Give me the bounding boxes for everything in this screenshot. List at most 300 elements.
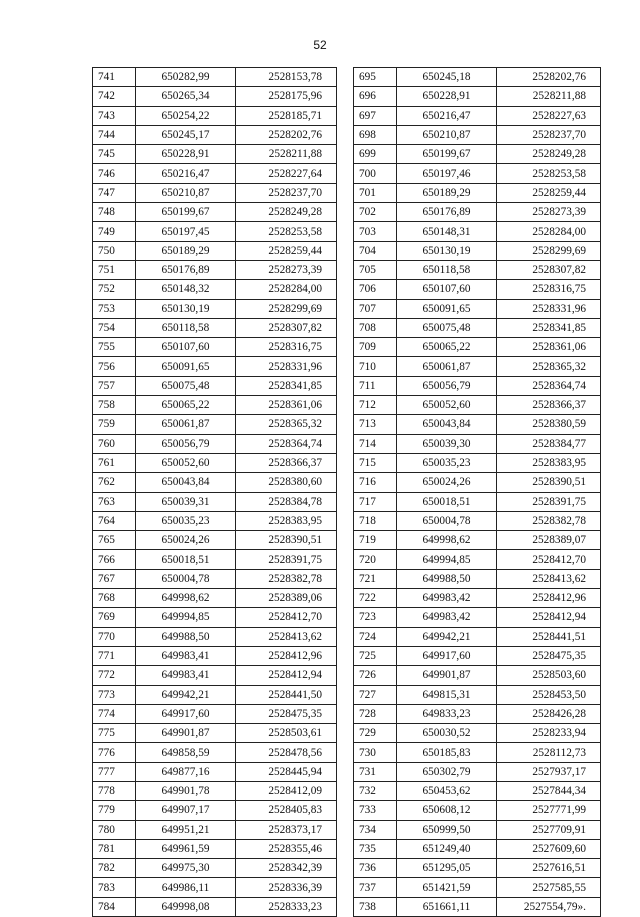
table-row: [93, 280, 337, 299]
x-coordinate-cell: 650199,67: [136, 203, 236, 222]
page-number: 52: [313, 38, 327, 52]
table-row: [354, 820, 601, 839]
x-coordinate-cell: 650118,58: [136, 318, 236, 337]
y-coordinate-cell: 2528390,51: [236, 531, 337, 550]
x-coordinate-cell: 650052,60: [397, 396, 497, 415]
table-row: [354, 164, 601, 183]
x-coordinate-cell: 650197,45: [136, 222, 236, 241]
x-coordinate-cell: 650216,47: [136, 164, 236, 183]
y-coordinate-cell: 2528413,62: [236, 627, 337, 646]
coordinates-table-right: [353, 67, 601, 917]
table-row: [354, 68, 601, 87]
y-coordinate-cell: 2528382,78: [497, 511, 601, 530]
point-number-cell: 751: [93, 260, 136, 279]
point-number-cell: 718: [354, 511, 397, 530]
y-coordinate-cell: 2528475,35: [497, 646, 601, 665]
point-number-cell: 765: [93, 531, 136, 550]
point-number-cell: 716: [354, 473, 397, 492]
x-coordinate-cell: 650004,78: [397, 511, 497, 530]
table-row: [93, 531, 337, 550]
point-number-cell: 725: [354, 646, 397, 665]
y-coordinate-cell: 2528237,70: [497, 125, 601, 144]
point-number-cell: 717: [354, 492, 397, 511]
x-coordinate-cell: 650302,79: [397, 762, 497, 781]
y-coordinate-cell: 2528412,94: [236, 666, 337, 685]
y-coordinate-cell: 2528383,95: [236, 511, 337, 530]
x-coordinate-cell: 650039,31: [136, 492, 236, 511]
x-coordinate-cell: 649983,42: [397, 608, 497, 627]
table-row: [354, 106, 601, 125]
y-coordinate-cell: 2527609,60: [497, 839, 601, 858]
point-number-cell: 737: [354, 878, 397, 897]
x-coordinate-cell: 650999,50: [397, 820, 497, 839]
point-number-cell: 698: [354, 125, 397, 144]
x-coordinate-cell: 650245,17: [136, 125, 236, 144]
y-coordinate-cell: 2528341,85: [236, 376, 337, 395]
table-row: [93, 820, 337, 839]
table-row: [354, 357, 601, 376]
y-coordinate-cell: 2527616,51: [497, 859, 601, 878]
x-coordinate-cell: 649998,62: [397, 531, 497, 550]
point-number-cell: 710: [354, 357, 397, 376]
table-row: [354, 183, 601, 202]
y-coordinate-cell: 2528227,63: [497, 106, 601, 125]
y-coordinate-cell: 2528380,59: [497, 415, 601, 434]
y-coordinate-cell: 2528441,50: [236, 685, 337, 704]
y-coordinate-cell: 2528307,82: [236, 318, 337, 337]
table-row: [354, 453, 601, 472]
table-row: [354, 897, 601, 916]
point-number-cell: 755: [93, 338, 136, 357]
y-coordinate-cell: 2528373,17: [236, 820, 337, 839]
y-coordinate-cell: 2528341,85: [497, 318, 601, 337]
table-row: [93, 415, 337, 434]
table-row: [93, 627, 337, 646]
y-coordinate-cell: 2528383,95: [497, 453, 601, 472]
y-coordinate-cell: 2528366,37: [236, 453, 337, 472]
table-row: [93, 646, 337, 665]
table-row: [93, 608, 337, 627]
x-coordinate-cell: 649942,21: [397, 627, 497, 646]
table-row: [354, 318, 601, 337]
x-coordinate-cell: 650018,51: [397, 492, 497, 511]
y-coordinate-cell: 2528342,39: [236, 859, 337, 878]
x-coordinate-cell: 650056,79: [136, 434, 236, 453]
coordinates-table-left: [92, 67, 337, 917]
table-row: [354, 781, 601, 800]
point-number-cell: 752: [93, 280, 136, 299]
y-coordinate-cell: 2528453,50: [497, 685, 601, 704]
x-coordinate-cell: 650118,58: [397, 260, 497, 279]
point-number-cell: 705: [354, 260, 397, 279]
table-row: [93, 781, 337, 800]
y-coordinate-cell: 2528475,35: [236, 704, 337, 723]
table-row: [354, 724, 601, 743]
y-coordinate-cell: 2528299,69: [497, 241, 601, 260]
y-coordinate-cell: 2527844,34: [497, 781, 601, 800]
table-row: [354, 569, 601, 588]
table-row: [93, 724, 337, 743]
table-row: [354, 608, 601, 627]
point-number-cell: 764: [93, 511, 136, 530]
y-coordinate-cell: 2528384,78: [236, 492, 337, 511]
y-coordinate-cell: 2528227,64: [236, 164, 337, 183]
table-row: [93, 260, 337, 279]
y-coordinate-cell: 2528382,78: [236, 569, 337, 588]
point-number-cell: 732: [354, 781, 397, 800]
point-number-cell: 695: [354, 68, 397, 87]
x-coordinate-cell: 649858,59: [136, 743, 236, 762]
point-number-cell: 784: [93, 897, 136, 916]
x-coordinate-cell: 650065,22: [397, 338, 497, 357]
point-number-cell: 723: [354, 608, 397, 627]
table-row: [93, 878, 337, 897]
x-coordinate-cell: 649815,31: [397, 685, 497, 704]
point-number-cell: 729: [354, 724, 397, 743]
table-row: [93, 897, 337, 916]
y-coordinate-cell: 2528355,46: [236, 839, 337, 858]
point-number-cell: 696: [354, 87, 397, 106]
table-row: [354, 299, 601, 318]
x-coordinate-cell: 650052,60: [136, 453, 236, 472]
y-coordinate-cell: 2528365,32: [497, 357, 601, 376]
x-coordinate-cell: 650210,87: [136, 183, 236, 202]
y-coordinate-cell: 2528380,60: [236, 473, 337, 492]
point-number-cell: 750: [93, 241, 136, 260]
x-coordinate-cell: 650043,84: [136, 473, 236, 492]
point-number-cell: 767: [93, 569, 136, 588]
x-coordinate-cell: 649983,41: [136, 646, 236, 665]
point-number-cell: 735: [354, 839, 397, 858]
y-coordinate-cell: 2528237,70: [236, 183, 337, 202]
point-number-cell: 756: [93, 357, 136, 376]
y-coordinate-cell: 2528412,70: [497, 550, 601, 569]
point-number-cell: 741: [93, 68, 136, 87]
y-coordinate-cell: 2528249,28: [497, 145, 601, 164]
table-row: [93, 145, 337, 164]
x-coordinate-cell: 650024,26: [136, 531, 236, 550]
point-number-cell: 754: [93, 318, 136, 337]
point-number-cell: 745: [93, 145, 136, 164]
table-row: [93, 203, 337, 222]
y-coordinate-cell: 2528273,39: [236, 260, 337, 279]
x-coordinate-cell: 649998,08: [136, 897, 236, 916]
x-coordinate-cell: 649983,41: [136, 666, 236, 685]
y-coordinate-cell: 2528391,75: [236, 550, 337, 569]
x-coordinate-cell: 650228,91: [136, 145, 236, 164]
table-row: [354, 473, 601, 492]
table-row: [93, 511, 337, 530]
table-row: [93, 550, 337, 569]
point-number-cell: 779: [93, 801, 136, 820]
point-number-cell: 715: [354, 453, 397, 472]
x-coordinate-cell: 649998,62: [136, 589, 236, 608]
point-number-cell: 699: [354, 145, 397, 164]
x-coordinate-cell: 650061,87: [136, 415, 236, 434]
y-coordinate-cell: 2528175,96: [236, 87, 337, 106]
y-coordinate-cell: 2528259,44: [236, 241, 337, 260]
y-coordinate-cell: 2528211,88: [236, 145, 337, 164]
table-row: [354, 878, 601, 897]
x-coordinate-cell: 649877,16: [136, 762, 236, 781]
x-coordinate-cell: 650282,99: [136, 68, 236, 87]
y-coordinate-cell: 2528112,73: [497, 743, 601, 762]
x-coordinate-cell: 651661,11: [397, 897, 497, 916]
y-coordinate-cell: 2528412,96: [497, 589, 601, 608]
point-number-cell: 763: [93, 492, 136, 511]
x-coordinate-cell: 649901,87: [397, 666, 497, 685]
x-coordinate-cell: 651249,40: [397, 839, 497, 858]
y-coordinate-cell: 2528284,00: [497, 222, 601, 241]
y-coordinate-cell: 2528503,60: [497, 666, 601, 685]
table-row: [93, 839, 337, 858]
y-coordinate-cell: 2528336,39: [236, 878, 337, 897]
point-number-cell: 704: [354, 241, 397, 260]
x-coordinate-cell: 649983,42: [397, 589, 497, 608]
point-number-cell: 783: [93, 878, 136, 897]
table-row: [93, 106, 337, 125]
y-coordinate-cell: 2527937,17: [497, 762, 601, 781]
x-coordinate-cell: 650130,19: [397, 241, 497, 260]
x-coordinate-cell: 650091,65: [397, 299, 497, 318]
y-coordinate-cell: 2528441,51: [497, 627, 601, 646]
x-coordinate-cell: 650210,87: [397, 125, 497, 144]
x-coordinate-cell: 649988,50: [136, 627, 236, 646]
table-row: [93, 453, 337, 472]
y-coordinate-cell: 2528299,69: [236, 299, 337, 318]
table-row: [93, 338, 337, 357]
table-row: [354, 492, 601, 511]
x-coordinate-cell: 650176,89: [397, 203, 497, 222]
y-coordinate-cell: 2527771,99: [497, 801, 601, 820]
point-number-cell: 726: [354, 666, 397, 685]
point-number-cell: 713: [354, 415, 397, 434]
point-number-cell: 743: [93, 106, 136, 125]
point-number-cell: 736: [354, 859, 397, 878]
table-row: [93, 801, 337, 820]
y-coordinate-cell: 2528333,23: [236, 897, 337, 916]
x-coordinate-cell: 650035,23: [136, 511, 236, 530]
table-row: [354, 646, 601, 665]
y-coordinate-cell: 2528389,06: [236, 589, 337, 608]
point-number-cell: 703: [354, 222, 397, 241]
point-number-cell: 775: [93, 724, 136, 743]
table-row: [354, 145, 601, 164]
x-coordinate-cell: 649961,59: [136, 839, 236, 858]
x-coordinate-cell: 650018,51: [136, 550, 236, 569]
x-coordinate-cell: 650265,34: [136, 87, 236, 106]
table-row: [354, 627, 601, 646]
point-number-cell: 748: [93, 203, 136, 222]
table-row: [354, 859, 601, 878]
table-row: [354, 280, 601, 299]
point-number-cell: 774: [93, 704, 136, 723]
y-coordinate-cell: 2528185,71: [236, 106, 337, 125]
y-coordinate-cell: 2528364,74: [497, 376, 601, 395]
point-number-cell: 759: [93, 415, 136, 434]
x-coordinate-cell: 650254,22: [136, 106, 236, 125]
x-coordinate-cell: 651295,05: [397, 859, 497, 878]
point-number-cell: 727: [354, 685, 397, 704]
table-row: [354, 125, 601, 144]
point-number-cell: 719: [354, 531, 397, 550]
point-number-cell: 778: [93, 781, 136, 800]
table-row: [354, 801, 601, 820]
y-coordinate-cell: 2528331,96: [236, 357, 337, 376]
table-row: [93, 87, 337, 106]
table-row: [354, 685, 601, 704]
x-coordinate-cell: 649917,60: [136, 704, 236, 723]
x-coordinate-cell: 649986,11: [136, 878, 236, 897]
y-coordinate-cell: 2528364,74: [236, 434, 337, 453]
table-row: [93, 762, 337, 781]
x-coordinate-cell: 649833,23: [397, 704, 497, 723]
table-row: [93, 704, 337, 723]
point-number-cell: 762: [93, 473, 136, 492]
y-coordinate-cell: 2528503,61: [236, 724, 337, 743]
table-row: [354, 762, 601, 781]
x-coordinate-cell: 649901,78: [136, 781, 236, 800]
y-coordinate-cell: 2528478,56: [236, 743, 337, 762]
y-coordinate-cell: 2528426,28: [497, 704, 601, 723]
y-coordinate-cell: 2528361,06: [236, 396, 337, 415]
table-row: [354, 415, 601, 434]
point-number-cell: 773: [93, 685, 136, 704]
y-coordinate-cell: 2528389,07: [497, 531, 601, 550]
y-coordinate-cell: 2528412,94: [497, 608, 601, 627]
point-number-cell: 728: [354, 704, 397, 723]
table-row: [93, 164, 337, 183]
x-coordinate-cell: 650035,23: [397, 453, 497, 472]
point-number-cell: 760: [93, 434, 136, 453]
point-number-cell: 706: [354, 280, 397, 299]
point-number-cell: 722: [354, 589, 397, 608]
point-number-cell: 777: [93, 762, 136, 781]
point-number-cell: 761: [93, 453, 136, 472]
x-coordinate-cell: 649901,87: [136, 724, 236, 743]
y-coordinate-cell: 2528153,78: [236, 68, 337, 87]
x-coordinate-cell: 649951,21: [136, 820, 236, 839]
y-coordinate-cell: 2528331,96: [497, 299, 601, 318]
x-coordinate-cell: 650075,48: [136, 376, 236, 395]
x-coordinate-cell: 649975,30: [136, 859, 236, 878]
point-number-cell: 733: [354, 801, 397, 820]
point-number-cell: 782: [93, 859, 136, 878]
y-coordinate-cell: 2528316,75: [497, 280, 601, 299]
y-coordinate-cell: 2528365,32: [236, 415, 337, 434]
y-coordinate-cell: 2528211,88: [497, 87, 601, 106]
table-row: [93, 241, 337, 260]
point-number-cell: 702: [354, 203, 397, 222]
x-coordinate-cell: 650185,83: [397, 743, 497, 762]
x-coordinate-cell: 651421,59: [397, 878, 497, 897]
x-coordinate-cell: 649988,50: [397, 569, 497, 588]
point-number-cell: 768: [93, 589, 136, 608]
point-number-cell: 776: [93, 743, 136, 762]
x-coordinate-cell: 650245,18: [397, 68, 497, 87]
table-row: [93, 569, 337, 588]
x-coordinate-cell: 650004,78: [136, 569, 236, 588]
table-row: [93, 318, 337, 337]
y-coordinate-cell: 2528202,76: [236, 125, 337, 144]
table-row: [93, 125, 337, 144]
x-coordinate-cell: 650107,60: [397, 280, 497, 299]
y-coordinate-cell: 2528405,83: [236, 801, 337, 820]
table-row: [354, 743, 601, 762]
point-number-cell: 747: [93, 183, 136, 202]
x-coordinate-cell: 650199,67: [397, 145, 497, 164]
y-coordinate-cell: 2528361,06: [497, 338, 601, 357]
table-row: [354, 589, 601, 608]
table-row: [93, 357, 337, 376]
x-coordinate-cell: 650043,84: [397, 415, 497, 434]
x-coordinate-cell: 650130,19: [136, 299, 236, 318]
table-row: [354, 704, 601, 723]
point-number-cell: 707: [354, 299, 397, 318]
y-coordinate-cell: 2528445,94: [236, 762, 337, 781]
table-row: [354, 666, 601, 685]
x-coordinate-cell: 650039,30: [397, 434, 497, 453]
x-coordinate-cell: 650189,29: [136, 241, 236, 260]
x-coordinate-cell: 650065,22: [136, 396, 236, 415]
point-number-cell: 758: [93, 396, 136, 415]
table-row: [354, 260, 601, 279]
x-coordinate-cell: 650075,48: [397, 318, 497, 337]
x-coordinate-cell: 650148,31: [397, 222, 497, 241]
table-row: [354, 241, 601, 260]
y-coordinate-cell: 2528412,70: [236, 608, 337, 627]
point-number-cell: 749: [93, 222, 136, 241]
table-row: [354, 338, 601, 357]
x-coordinate-cell: 650148,32: [136, 280, 236, 299]
point-number-cell: 721: [354, 569, 397, 588]
point-number-cell: 781: [93, 839, 136, 858]
table-row: [93, 68, 337, 87]
x-coordinate-cell: 649942,21: [136, 685, 236, 704]
point-number-cell: 744: [93, 125, 136, 144]
table-row: [354, 376, 601, 395]
point-number-cell: 753: [93, 299, 136, 318]
point-number-cell: 771: [93, 646, 136, 665]
x-coordinate-cell: 650453,62: [397, 781, 497, 800]
y-coordinate-cell: 2528233,94: [497, 724, 601, 743]
y-coordinate-cell: 2528412,96: [236, 646, 337, 665]
y-coordinate-cell: 2528413,62: [497, 569, 601, 588]
point-number-cell: 738: [354, 897, 397, 916]
table-row: [93, 299, 337, 318]
table-row: [93, 222, 337, 241]
y-coordinate-cell: 2527585,55: [497, 878, 601, 897]
table-row: [93, 376, 337, 395]
y-coordinate-cell: 2528412,09: [236, 781, 337, 800]
y-coordinate-cell: 2528249,28: [236, 203, 337, 222]
x-coordinate-cell: 650189,29: [397, 183, 497, 202]
point-number-cell: 757: [93, 376, 136, 395]
point-number-cell: 766: [93, 550, 136, 569]
point-number-cell: 770: [93, 627, 136, 646]
x-coordinate-cell: 650197,46: [397, 164, 497, 183]
table-row: [93, 743, 337, 762]
x-coordinate-cell: 649907,17: [136, 801, 236, 820]
x-coordinate-cell: 650107,60: [136, 338, 236, 357]
x-coordinate-cell: 650228,91: [397, 87, 497, 106]
table-row: [354, 531, 601, 550]
table-row: [354, 396, 601, 415]
point-number-cell: 780: [93, 820, 136, 839]
y-coordinate-cell: 2528284,00: [236, 280, 337, 299]
point-number-cell: 724: [354, 627, 397, 646]
y-coordinate-cell: 2528259,44: [497, 183, 601, 202]
